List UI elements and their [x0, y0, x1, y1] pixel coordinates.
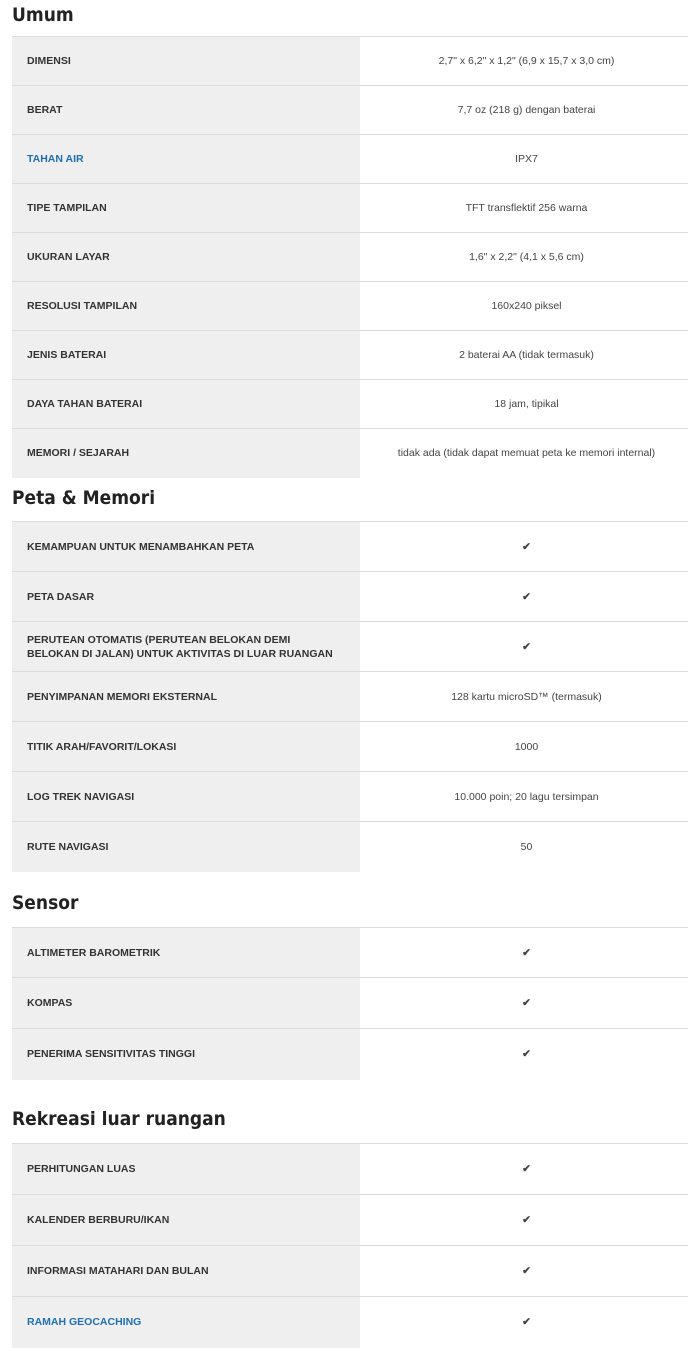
section-title: Sensor	[12, 892, 79, 914]
table-row	[12, 622, 688, 672]
section-title: Umum	[12, 4, 74, 26]
spec-value: 160x240 piksel	[360, 282, 688, 331]
section-rekreasi	[12, 1106, 678, 1348]
check-icon: ✔	[360, 928, 688, 978]
spec-label: BERAT	[12, 86, 360, 135]
table-row	[12, 37, 688, 86]
section-title: Rekreasi luar ruangan	[12, 1108, 226, 1130]
table-row	[12, 928, 688, 978]
table-row	[12, 672, 688, 722]
table-row	[12, 135, 688, 184]
spec-label: UKURAN LAYAR	[12, 233, 360, 282]
spec-value: 50	[360, 822, 688, 872]
spec-label-link[interactable]: RAMAH GEOCACHING	[12, 1297, 360, 1348]
spec-label: JENIS BATERAI	[12, 331, 360, 380]
spec-value: 2 baterai AA (tidak termasuk)	[360, 331, 688, 380]
table-row	[12, 772, 688, 822]
table-row	[12, 380, 688, 429]
check-icon: ✔	[360, 1144, 688, 1195]
spec-value: IPX7	[360, 135, 688, 184]
spec-label: DAYA TAHAN BATERAI	[12, 380, 360, 429]
check-icon: ✔	[360, 622, 688, 672]
spec-label: PETA DASAR	[12, 572, 360, 622]
table-row	[12, 1029, 688, 1080]
spec-label-link[interactable]: TAHAN AIR	[12, 135, 360, 184]
spec-label: PERHITUNGAN LUAS	[12, 1144, 360, 1195]
table-row	[12, 184, 688, 233]
table-row	[12, 522, 688, 572]
section-sensor	[12, 890, 678, 1080]
table-row	[12, 1195, 688, 1246]
check-icon: ✔	[360, 1029, 688, 1080]
table-row	[12, 331, 688, 380]
table-row	[12, 429, 688, 478]
spec-value: 1,6" x 2,2" (4,1 x 5,6 cm)	[360, 233, 688, 282]
section-umum	[12, 2, 678, 478]
section-peta-memori	[12, 485, 678, 872]
table-row	[12, 282, 688, 331]
spec-label: KOMPAS	[12, 978, 360, 1029]
spec-value: 1000	[360, 722, 688, 772]
table-row	[12, 822, 688, 872]
spec-table	[12, 927, 688, 1080]
spec-label: ALTIMETER BAROMETRIK	[12, 928, 360, 978]
check-icon: ✔	[360, 1297, 688, 1348]
spec-table	[12, 36, 688, 478]
table-row	[12, 233, 688, 282]
spec-label: KEMAMPUAN UNTUK MENAMBAHKAN PETA	[12, 522, 360, 572]
spec-value: 10.000 poin; 20 lagu tersimpan	[360, 772, 688, 822]
table-row	[12, 572, 688, 622]
check-icon: ✔	[360, 572, 688, 622]
spec-label: INFORMASI MATAHARI DAN BULAN	[12, 1246, 360, 1297]
spec-label: DIMENSI	[12, 37, 360, 86]
spec-label: LOG TREK NAVIGASI	[12, 772, 360, 822]
table-row	[12, 1246, 688, 1297]
spec-table	[12, 1143, 688, 1348]
check-icon: ✔	[360, 1195, 688, 1246]
spec-table	[12, 521, 688, 872]
spec-label: PERUTEAN OTOMATIS (PERUTEAN BELOKAN DEMI BELOKAN DI JALAN) UNTUK AKTIVITAS DI LUAR RUANGAN	[12, 622, 360, 672]
spec-label: TIPE TAMPILAN	[12, 184, 360, 233]
spec-label: MEMORI / SEJARAH	[12, 429, 360, 478]
spec-label: TITIK ARAH/FAVORIT/LOKASI	[12, 722, 360, 772]
spec-label: PENYIMPANAN MEMORI EKSTERNAL	[12, 672, 360, 722]
spec-value: 18 jam, tipikal	[360, 380, 688, 429]
table-row	[12, 722, 688, 772]
spec-value: tidak ada (tidak dapat memuat peta ke memori internal)	[360, 429, 688, 478]
table-row	[12, 86, 688, 135]
table-row	[12, 1144, 688, 1195]
check-icon: ✔	[360, 522, 688, 572]
table-row	[12, 1297, 688, 1348]
check-icon: ✔	[360, 1246, 688, 1297]
spec-value: 7,7 oz (218 g) dengan baterai	[360, 86, 688, 135]
spec-value: 2,7" x 6,2" x 1,2" (6,9 x 15,7 x 3,0 cm)	[360, 37, 688, 86]
table-row	[12, 978, 688, 1029]
spec-value: TFT transflektif 256 warna	[360, 184, 688, 233]
section-title: Peta & Memori	[12, 487, 156, 509]
spec-label: RESOLUSI TAMPILAN	[12, 282, 360, 331]
spec-value: 128 kartu microSD™ (termasuk)	[360, 672, 688, 722]
check-icon: ✔	[360, 978, 688, 1029]
spec-label: PENERIMA SENSITIVITAS TINGGI	[12, 1029, 360, 1080]
spec-label: RUTE NAVIGASI	[12, 822, 360, 872]
spec-label: KALENDER BERBURU/IKAN	[12, 1195, 360, 1246]
